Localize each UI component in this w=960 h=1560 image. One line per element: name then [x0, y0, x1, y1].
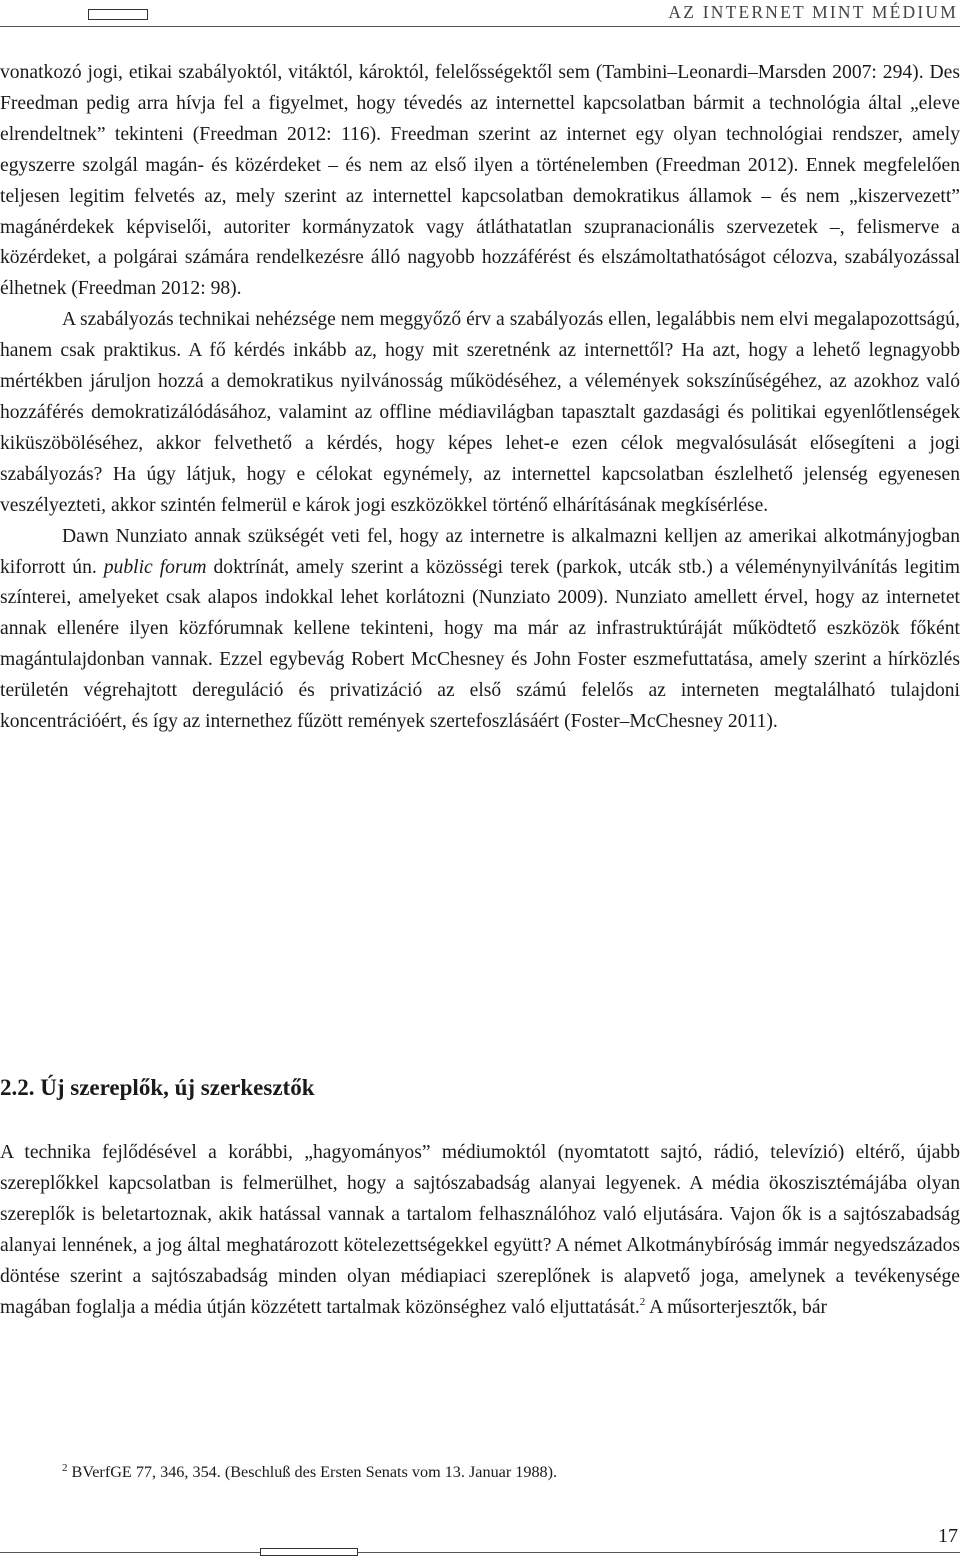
- paragraph-2: A szabályozás technikai nehézsége nem meggyőző érv a szabályozás ellen, legalábbis nem elvi megalapozottságú, hanem csak praktikus. A fő kérdés inkább az, hogy mit szeretnénk az internettől? Ha azt, hogy a lehető legnagyobb mértékben járuljon hozzá a demokratikus nyilvánosság működéséhez, a vélemények sokszínűségéhez, az azokhoz való hozzáférés demokratizálódásához, valamint az offline médiavilágban tapasztalt gazdasági és politikai egyenlőtlenségek kiküszöböléséhez, akkor felvethető a kérdés, hogy képes lehet-e ezen célok megvalósulását elősegíteni a jogi szabályozás? Ha úgy látjuk, hogy e célokat egynémely, az internettel kapcsolatban észlelhető jelenség egyenesen veszélyezteti, akkor szintén felmerül e károk jogi eszközökkel történő elhárításának megkísérlése.: [0, 309, 960, 516]
- section-text: [0, 1138, 960, 1323]
- footnote-text: BVerfGE 77, 346, 354. (Beschluß des Ersten Senats vom 13. Januar 1988).: [67, 1463, 558, 1481]
- footnote-reference[interactable]: 2: [639, 1295, 646, 1308]
- running-head: AZ INTERNET MINT MÉDIUM: [668, 2, 958, 22]
- public-forum-term: public forum: [103, 556, 207, 578]
- section-paragraph: [0, 1138, 960, 1323]
- paragraph-3: [0, 522, 960, 738]
- paragraph-1: vonatkozó jogi, etikai szabályoktól, vitáktól, károktól, felelősségektől sem (Tambini–Leonardi–Marsden 2007: 294). Des Freedman pedig arra hívja fel a figyelmet, hogy tévedés az internettel kapcsolatban bármit a technológia által „eleve elrendeltnek” tekinteni (Freedman 2012: 116). Freedman szerint az internet egy olyan technológiai rendszer, amely egyszerre szolgál magán- és közérdeket – és nem az első ilyen a történelemben (Freedman 2012). Ennek megfelelően teljesen legitim felvetés az, mely szerint az internettel kapcsolatban demokratikus államok – és nem „kiszervezett” magánérdekek képviselői, autoriter kormányzatok vagy átláthatatlan szupranacionális szervezetek –, felismerve a közérdeket, a polgárai számára rendelkezésre álló nagyobb hozzáférést és elszámoltathatóságot célozva, szabályozással élhetnek (Freedman 2012: 98).: [0, 62, 960, 300]
- paragraph-3-after: doktrínát, amely szerint a közösségi terek (parkok, utcák stb.) a véleménynyilvánítás legitim színterei, amelyeket csak alapos indokkal lehet korlátozni (Nunziato 2009). Nunziato amellett érvel, hogy az internetet annak ellenére ilyen közfórumnak kellene tekinteni, hogy ma már az infrastruktúráját működtető eszközök főként magántulajdonban vannak. Ezzel egybevág Robert McChesney és John Foster eszmefuttatása, amely szerint a hírközlés területén végrehajtott dereguláció és privatizáció az első számú felelős az interneten megtalálható tulajdoni koncentrációért, és így az internethez fűzött remények szertefoszlásáért (Foster–McChesney 2011).: [0, 556, 960, 733]
- footnote-marker: 2: [62, 1462, 68, 1474]
- page-number: 17: [938, 1525, 958, 1547]
- body-text: [0, 58, 960, 738]
- section-paragraph-tail: A műsorterjesztők, bár: [645, 1296, 828, 1318]
- footer-ornament-box: [260, 1548, 358, 1556]
- section-heading: 2.2. Új szereplők, új szerkesztők: [0, 1075, 315, 1100]
- section-paragraph-text: A technika fejlődésével a korábbi, „hagyományos” médiumoktól (nyomtatott sajtó, rádió, televízió) eltérő, újabb szereplőkkel kapcsolatban is felmerülhet, hogy a sajtószabadság alanyai legyenek. A média ökoszisztémájába olyan szereplők is beletartoznak, akik hatással vannak a tartalom felhasználóhoz való eljutására. Vajon ők is a sajtószabadság alanyai lennének, a jog által meghatározott kötelezettségekkel együtt? A német Alkotmánybíróság immár negyedszázados döntése szerint a sajtószabadság minden olyan médiapiaci szereplőnek is alapvető joga, amelynek a tevékenysége magában foglalja a média útján közzétett tartalmak közönséghez való eljuttatását.: [0, 1142, 960, 1318]
- footer-rule: [0, 1552, 960, 1553]
- header-rule: [0, 26, 960, 27]
- paragraph-3-before: Dawn Nunziato annak szükségét veti fel, hogy az internetre is alkalmazni kelljen az amerikai alkotmányjogban kiforrott ún.: [0, 525, 960, 578]
- header-ornament-box: [88, 9, 148, 20]
- footnote: [62, 1460, 557, 1484]
